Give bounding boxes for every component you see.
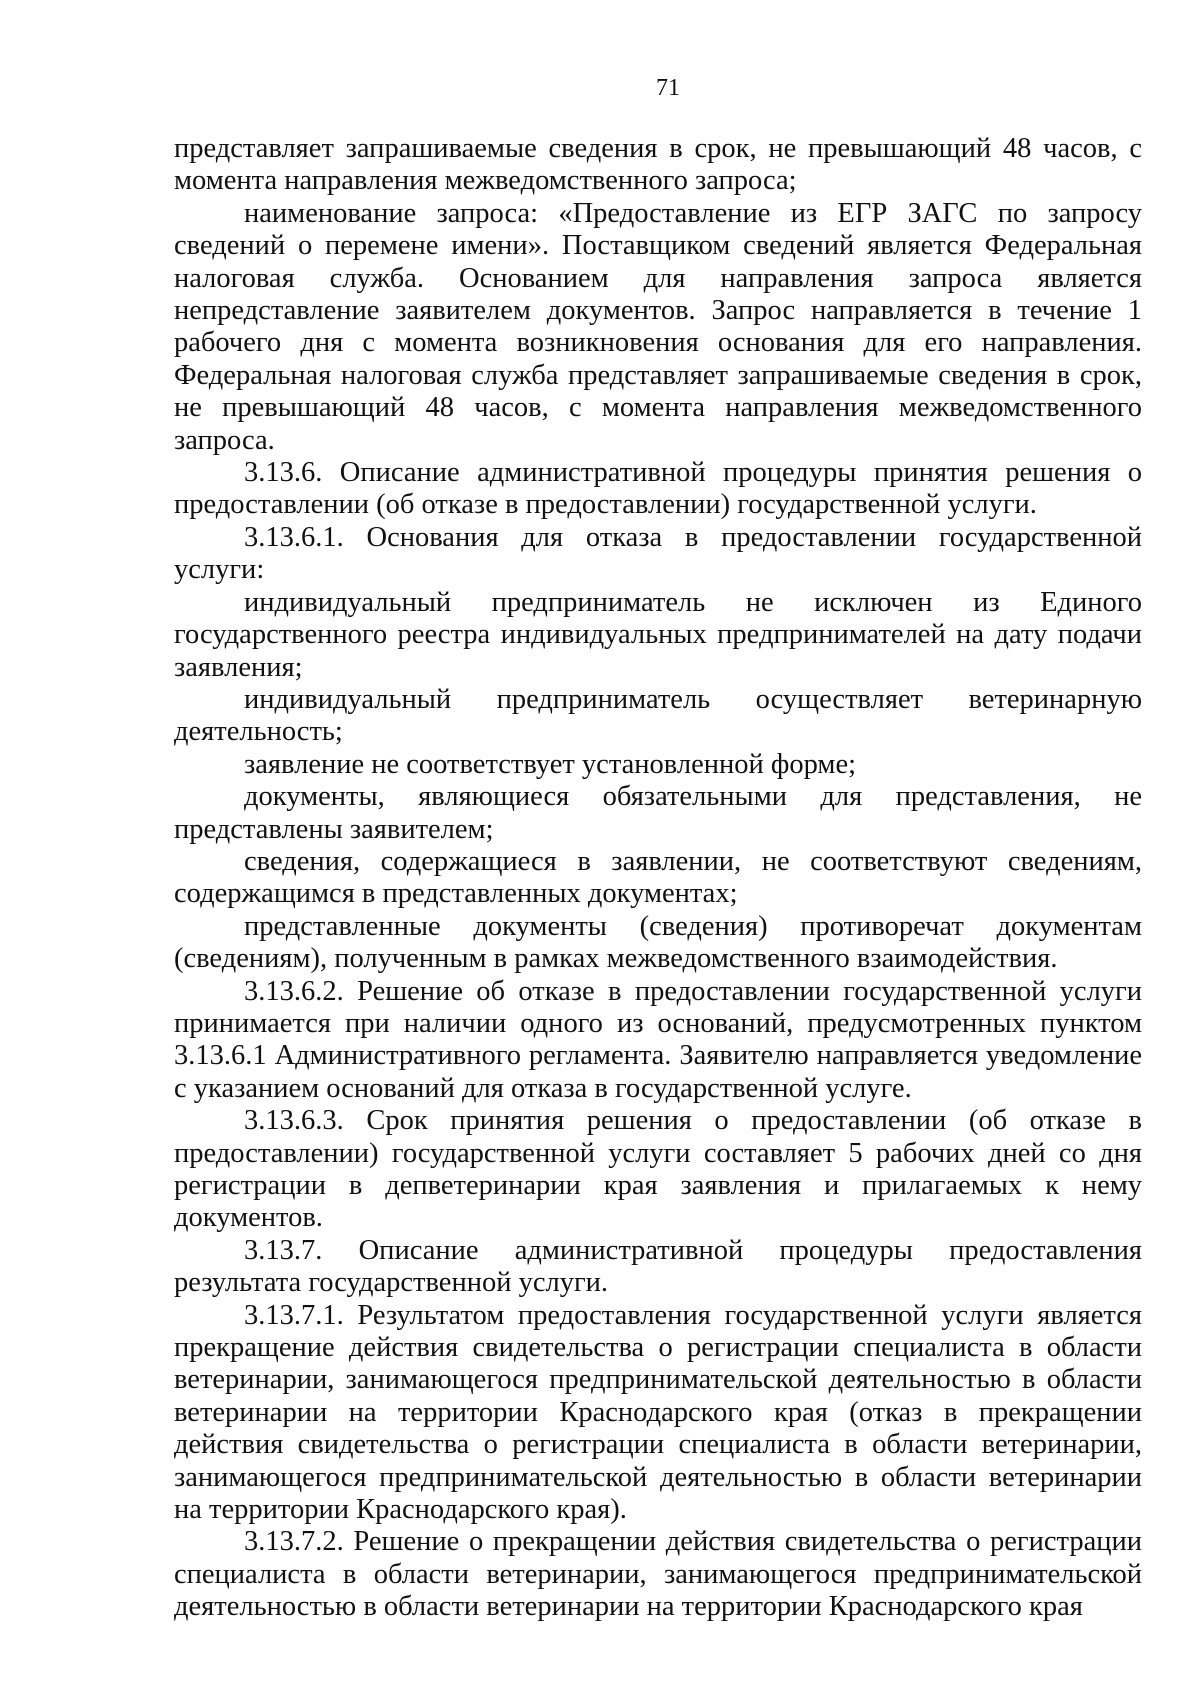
paragraph: 3.13.7.1. Результатом предоставления государственной услуги является прекращение действия свидетельства о регистрации специалиста в области ветеринарии, занимающегося предпринимательской деятельностью в области ветеринарии на территории Краснодарского края (отказ в прекращении действия свидетельства о регистрации специалиста в области ветеринарии, занимающегося предпринимательской деятельностью в области ветеринарии на территории Краснодарского края). bbox=[174, 1299, 1142, 1526]
paragraph: представленные документы (сведения) противоречат документам (сведениям), полученным в рамках межведомственного взаимодействия. bbox=[174, 910, 1142, 975]
paragraph: наименование запроса: «Предоставление из ЕГР ЗАГС по запросу сведений о перемене имени». Поставщиком сведений является Федеральная налоговая служба. Основанием для направления запроса является непредставление заявителем документов. Запрос направляется в течение 1 рабочего дня с момента возникновения основания для его направления. Федеральная налоговая служба представляет запрашиваемые сведения в срок, не превышающий 48 часов, с момента направления межведомственного запроса. bbox=[174, 197, 1142, 456]
page-number: 71 bbox=[656, 75, 680, 101]
paragraph: 3.13.6.3. Срок принятия решения о предоставлении (об отказе в предоставлении) государственной услуги составляет 5 рабочих дней со дня регистрации в депветеринарии края заявления и прилагаемых к нему документов. bbox=[174, 1105, 1142, 1234]
paragraph: 3.13.6. Описание административной процедуры принятия решения о предоставлении (об отказе в предоставлении) государственной услуги. bbox=[174, 457, 1142, 521]
paragraph: документы, являющиеся обязательными для представления, не представлены заявителем; bbox=[174, 781, 1142, 845]
paragraph: 3.13.7. Описание административной процедуры предоставления результата государственной услуги. bbox=[174, 1234, 1142, 1299]
paragraph: сведения, содержащиеся в заявлении, не соответствуют сведениям, содержащимся в представленных документах; bbox=[174, 845, 1142, 910]
paragraph: 3.13.6.1. Основания для отказа в предоставлении государственной услуги: bbox=[174, 521, 1142, 586]
document-body bbox=[174, 133, 1142, 1624]
paragraph: индивидуальный предприниматель осуществляет ветеринарную деятельность; bbox=[174, 683, 1142, 748]
paragraph: заявление не соответствует установленной форме; bbox=[244, 748, 857, 780]
paragraph: 3.13.6.2. Решение об отказе в предоставлении государственной услуги принимается при наличии одного из оснований, предусмотренных пунктом 3.13.6.1 Административного регламента. Заявителю направляется уведомление с указанием оснований для отказа в государственной услуге. bbox=[174, 975, 1142, 1104]
paragraph: 3.13.7.2. Решение о прекращении действия свидетельства о регистрации специалиста в области ветеринарии, занимающегося предпринимательской деятельностью в области ветеринарии на территории Краснодарского края bbox=[174, 1526, 1142, 1623]
paragraph-continuation: представляет запрашиваемые сведения в срок, не превышающий 48 часов, с момента направления межведомственного запроса; bbox=[174, 133, 1142, 197]
paragraph: индивидуальный предприниматель не исключен из Единого государственного реестра индивидуальных предпринимателей на дату подачи заявления; bbox=[174, 586, 1142, 683]
